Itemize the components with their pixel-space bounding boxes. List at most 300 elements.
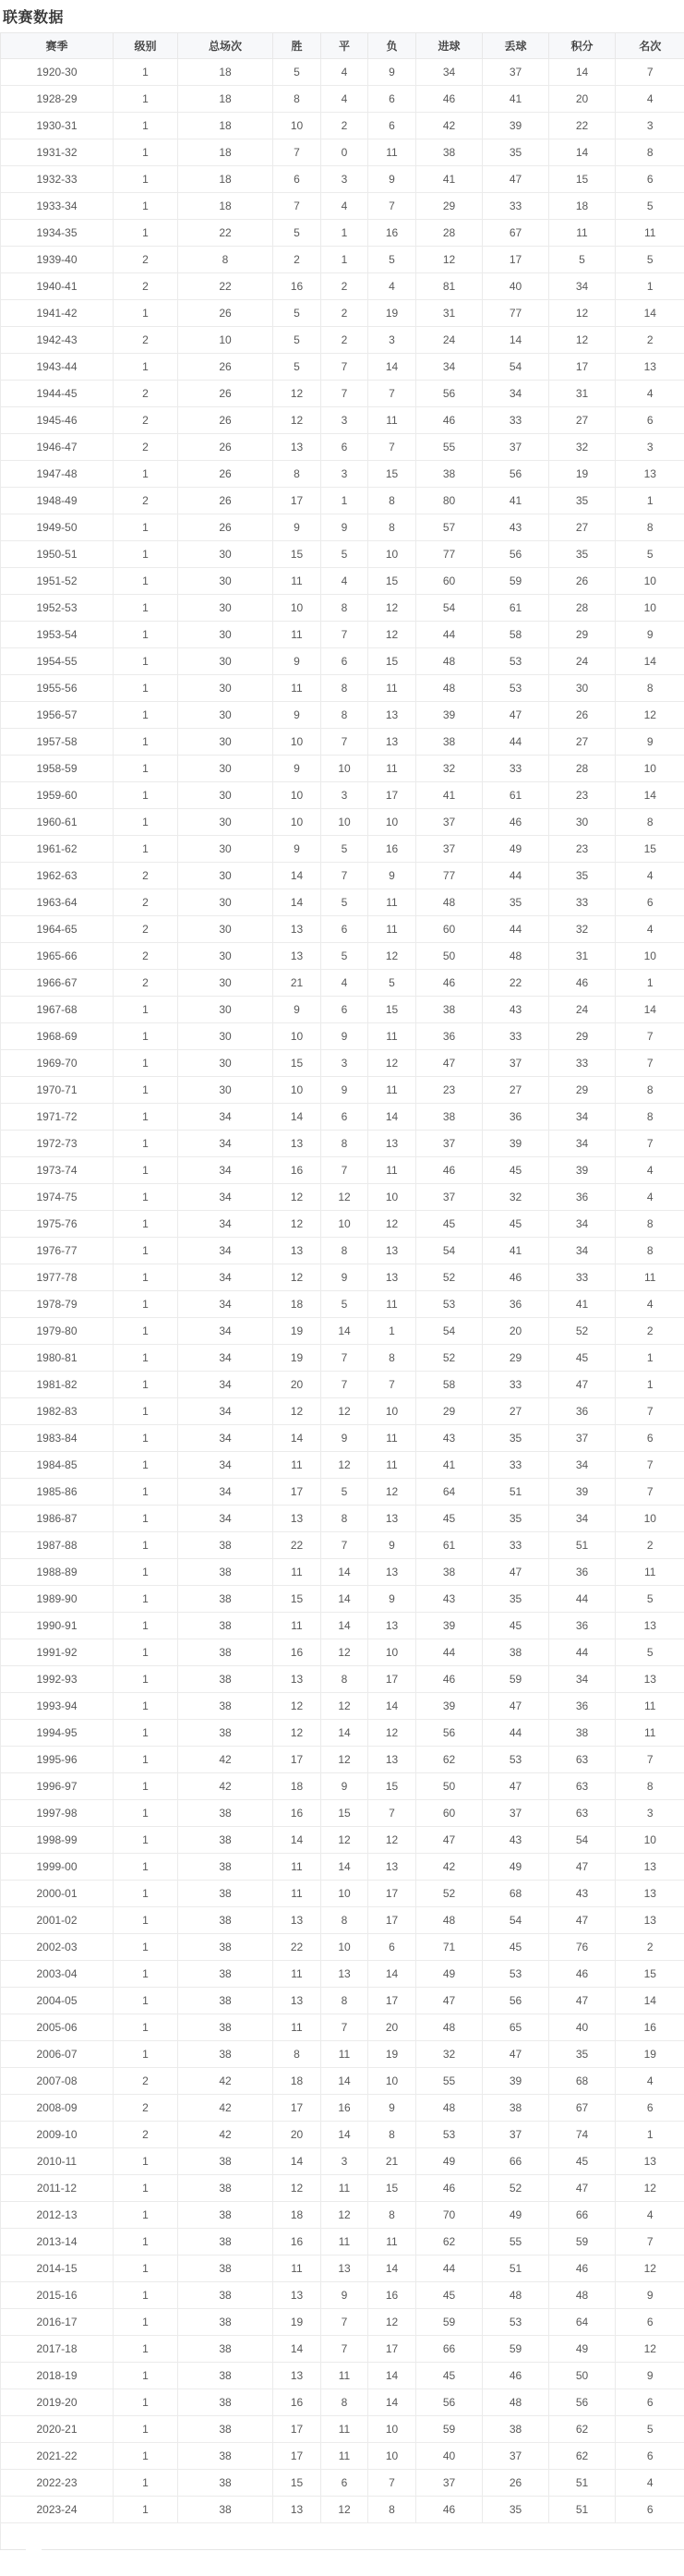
cell-level: 1 [114, 1157, 178, 1184]
cell-goals-for: 48 [416, 648, 483, 675]
cell-draws: 11 [321, 2443, 368, 2470]
table-row [1, 2309, 684, 2336]
cell-played: 38 [178, 1854, 273, 1881]
cell-season: 1978-79 [1, 1291, 114, 1318]
cell-rank: 6 [616, 2309, 684, 2336]
cell-wins: 13 [273, 2363, 321, 2389]
cell-level: 1 [114, 1506, 178, 1532]
cell-played: 34 [178, 1506, 273, 1532]
table-row [1, 434, 684, 461]
cell-level: 1 [114, 139, 178, 166]
cell-draws: 14 [321, 2068, 368, 2095]
cell-points: 29 [549, 1023, 616, 1050]
cell-season: 1939-40 [1, 247, 114, 273]
cell-played: 30 [178, 541, 273, 568]
cell-losses: 11 [368, 756, 416, 782]
cell-rank: 11 [616, 1693, 684, 1720]
cell-goals-for: 38 [416, 139, 483, 166]
cell-points: 29 [549, 1077, 616, 1104]
cell-wins: 11 [273, 1854, 321, 1881]
cell-points: 31 [549, 381, 616, 407]
cell-goals-for: 42 [416, 1854, 483, 1881]
cell-goals-against: 45 [483, 1613, 549, 1639]
cell-rank: 10 [616, 1506, 684, 1532]
cell-goals-against: 53 [483, 675, 549, 702]
cell-goals-for: 37 [416, 2470, 483, 2497]
cell-level: 1 [114, 1693, 178, 1720]
cell-goals-against: 51 [483, 1479, 549, 1506]
cell-goals-for: 39 [416, 1613, 483, 1639]
cell-goals-against: 33 [483, 756, 549, 782]
cell-played: 38 [178, 2256, 273, 2282]
cell-played: 34 [178, 1211, 273, 1238]
cell-level: 1 [114, 166, 178, 193]
cell-season: 1957-58 [1, 729, 114, 756]
cell-wins: 11 [273, 1452, 321, 1479]
cell-wins: 14 [273, 1827, 321, 1854]
cell-goals-for: 29 [416, 193, 483, 220]
cell-goals-for: 62 [416, 1747, 483, 1773]
cell-goals-for: 41 [416, 1452, 483, 1479]
cell-season: 2021-22 [1, 2443, 114, 2470]
cell-played: 38 [178, 2202, 273, 2229]
cell-losses: 6 [368, 86, 416, 113]
cell-rank: 4 [616, 2470, 684, 2497]
cell-played: 30 [178, 782, 273, 809]
table-row [1, 86, 684, 113]
cell-wins: 11 [273, 568, 321, 595]
cell-played: 38 [178, 2014, 273, 2041]
cell-draws: 10 [321, 756, 368, 782]
cell-points: 39 [549, 1157, 616, 1184]
cell-level: 1 [114, 1318, 178, 1345]
cell-draws: 6 [321, 916, 368, 943]
cell-rank: 8 [616, 1104, 684, 1131]
cell-season: 2018-19 [1, 2363, 114, 2389]
cell-wins: 7 [273, 139, 321, 166]
cell-played: 22 [178, 273, 273, 300]
cell-points: 44 [549, 1586, 616, 1613]
cell-rank: 12 [616, 2256, 684, 2282]
table-row [1, 1800, 684, 1827]
cell-goals-for: 42 [416, 113, 483, 139]
cell-played: 42 [178, 2095, 273, 2122]
table-row [1, 407, 684, 434]
cell-points: 24 [549, 648, 616, 675]
cell-losses: 15 [368, 2175, 416, 2202]
cell-points: 44 [549, 1639, 616, 1666]
cell-goals-against: 58 [483, 622, 549, 648]
table-row [1, 1934, 684, 1961]
cell-played: 26 [178, 461, 273, 488]
cell-season: 1968-69 [1, 1023, 114, 1050]
cell-points: 51 [549, 2470, 616, 2497]
cell-goals-against: 35 [483, 139, 549, 166]
table-row [1, 622, 684, 648]
cell-losses: 10 [368, 2443, 416, 2470]
table-row [1, 1291, 684, 1318]
cell-played: 38 [178, 1961, 273, 1988]
cell-goals-for: 53 [416, 1291, 483, 1318]
cell-points: 36 [549, 1184, 616, 1211]
cell-played: 30 [178, 648, 273, 675]
cell-season: 1952-53 [1, 595, 114, 622]
cell-rank: 11 [616, 1559, 684, 1586]
cell-season: 2011-12 [1, 2175, 114, 2202]
cell-played: 38 [178, 1907, 273, 1934]
cell-draws: 1 [321, 220, 368, 247]
cell-goals-for: 54 [416, 1238, 483, 1264]
cell-season: 2015-16 [1, 2282, 114, 2309]
cell-played: 18 [178, 166, 273, 193]
cell-goals-for: 28 [416, 220, 483, 247]
cell-goals-against: 40 [483, 273, 549, 300]
cell-draws: 12 [321, 1827, 368, 1854]
cell-wins: 11 [273, 1559, 321, 1586]
cell-losses: 13 [368, 1559, 416, 1586]
cell-season: 2019-20 [1, 2389, 114, 2416]
cell-losses: 8 [368, 488, 416, 514]
cell-season: 1942-43 [1, 327, 114, 354]
table-row [1, 1532, 684, 1559]
cell-played: 26 [178, 488, 273, 514]
cell-season: 2002-03 [1, 1934, 114, 1961]
cell-losses: 8 [368, 2202, 416, 2229]
cell-wins: 18 [273, 2202, 321, 2229]
cell-wins: 14 [273, 863, 321, 889]
cell-draws: 4 [321, 568, 368, 595]
cell-level: 1 [114, 809, 178, 836]
cell-points: 45 [549, 1345, 616, 1372]
cell-rank: 19 [616, 2041, 684, 2068]
cell-goals-for: 46 [416, 407, 483, 434]
cell-points: 34 [549, 1452, 616, 1479]
cell-losses: 17 [368, 1666, 416, 1693]
cell-rank: 5 [616, 193, 684, 220]
cell-wins: 12 [273, 407, 321, 434]
cell-season: 1947-48 [1, 461, 114, 488]
table-row [1, 997, 684, 1023]
table-row [1, 756, 684, 782]
cell-draws: 1 [321, 488, 368, 514]
cell-rank: 5 [616, 1639, 684, 1666]
cell-rank: 9 [616, 2282, 684, 2309]
cell-level: 1 [114, 1184, 178, 1211]
cell-points: 23 [549, 782, 616, 809]
cell-goals-against: 27 [483, 1398, 549, 1425]
cell-season: 2000-01 [1, 1881, 114, 1907]
cell-goals-for: 37 [416, 1184, 483, 1211]
cell-rank: 4 [616, 863, 684, 889]
cell-played: 34 [178, 1425, 273, 1452]
cell-losses: 13 [368, 1238, 416, 1264]
cell-goals-for: 38 [416, 997, 483, 1023]
cell-rank: 1 [616, 488, 684, 514]
cell-level: 2 [114, 247, 178, 273]
cell-goals-against: 65 [483, 2014, 549, 2041]
cell-goals-for: 45 [416, 2363, 483, 2389]
cell-played: 38 [178, 1934, 273, 1961]
cell-losses: 13 [368, 1613, 416, 1639]
cell-level: 2 [114, 2095, 178, 2122]
cell-rank: 13 [616, 461, 684, 488]
cell-points: 27 [549, 729, 616, 756]
cell-goals-against: 54 [483, 1907, 549, 1934]
cell-points: 68 [549, 2068, 616, 2095]
cell-draws: 7 [321, 622, 368, 648]
cell-played: 42 [178, 2068, 273, 2095]
cell-level: 1 [114, 1988, 178, 2014]
cell-goals-for: 43 [416, 1425, 483, 1452]
cell-wins: 11 [273, 2014, 321, 2041]
cell-wins: 10 [273, 1023, 321, 1050]
cell-goals-against: 39 [483, 2068, 549, 2095]
cell-wins: 16 [273, 1800, 321, 1827]
cell-losses: 13 [368, 1506, 416, 1532]
cell-rank: 8 [616, 809, 684, 836]
cell-rank: 13 [616, 354, 684, 381]
cell-season: 1932-33 [1, 166, 114, 193]
cell-wins: 12 [273, 1693, 321, 1720]
cell-goals-for: 57 [416, 514, 483, 541]
cell-season: 2012-13 [1, 2202, 114, 2229]
cell-points: 34 [549, 1131, 616, 1157]
table-row [1, 836, 684, 863]
cell-goals-for: 40 [416, 2443, 483, 2470]
cell-level: 1 [114, 2363, 178, 2389]
cell-points: 63 [549, 1747, 616, 1773]
cell-points: 33 [549, 1264, 616, 1291]
cell-goals-against: 48 [483, 2282, 549, 2309]
table-row [1, 970, 684, 997]
table-row [1, 1988, 684, 2014]
col-header-season: 赛季 [1, 33, 114, 59]
table-row [1, 2256, 684, 2282]
cell-draws: 7 [321, 1345, 368, 1372]
cell-losses: 4 [368, 273, 416, 300]
cell-wins: 10 [273, 1077, 321, 1104]
cell-rank: 1 [616, 970, 684, 997]
cell-level: 1 [114, 1907, 178, 1934]
cell-wins: 15 [273, 1050, 321, 1077]
cell-points: 26 [549, 702, 616, 729]
cell-wins: 15 [273, 541, 321, 568]
cell-goals-for: 70 [416, 2202, 483, 2229]
cell-season: 1945-46 [1, 407, 114, 434]
cell-season: 1953-54 [1, 622, 114, 648]
cell-played: 30 [178, 809, 273, 836]
cell-draws: 9 [321, 2282, 368, 2309]
table-row [1, 2470, 684, 2497]
cell-level: 1 [114, 300, 178, 327]
cell-draws: 14 [321, 1586, 368, 1613]
cell-rank: 14 [616, 1988, 684, 2014]
cell-season: 1950-51 [1, 541, 114, 568]
cell-season: 1976-77 [1, 1238, 114, 1264]
cell-losses: 11 [368, 139, 416, 166]
cell-rank: 11 [616, 1720, 684, 1747]
cell-draws: 12 [321, 1184, 368, 1211]
cell-points: 36 [549, 1613, 616, 1639]
cell-points: 28 [549, 756, 616, 782]
cell-losses: 11 [368, 675, 416, 702]
cell-points: 34 [549, 1211, 616, 1238]
table-row [1, 1184, 684, 1211]
cell-goals-against: 35 [483, 1425, 549, 1452]
cell-losses: 15 [368, 461, 416, 488]
cell-rank: 4 [616, 2202, 684, 2229]
cell-wins: 22 [273, 1934, 321, 1961]
cell-season: 2007-08 [1, 2068, 114, 2095]
cell-draws: 8 [321, 702, 368, 729]
cell-season: 1920-30 [1, 59, 114, 86]
cell-goals-for: 56 [416, 381, 483, 407]
cell-season: 2003-04 [1, 1961, 114, 1988]
cell-draws: 7 [321, 354, 368, 381]
cell-draws: 7 [321, 729, 368, 756]
cell-goals-for: 37 [416, 836, 483, 863]
cell-played: 18 [178, 59, 273, 86]
cell-rank: 6 [616, 2095, 684, 2122]
cell-goals-for: 81 [416, 273, 483, 300]
cell-points: 33 [549, 889, 616, 916]
cell-losses: 10 [368, 2416, 416, 2443]
cell-losses: 15 [368, 648, 416, 675]
cell-goals-against: 44 [483, 916, 549, 943]
cell-points: 14 [549, 139, 616, 166]
cell-level: 1 [114, 113, 178, 139]
cell-points: 62 [549, 2416, 616, 2443]
cell-goals-against: 26 [483, 2470, 549, 2497]
cell-losses: 13 [368, 1854, 416, 1881]
cell-points: 32 [549, 434, 616, 461]
cell-season: 1956-57 [1, 702, 114, 729]
cell-losses: 7 [368, 1800, 416, 1827]
cell-points: 35 [549, 2041, 616, 2068]
cell-draws: 5 [321, 541, 368, 568]
cell-season: 1982-83 [1, 1398, 114, 1425]
cell-draws: 9 [321, 1264, 368, 1291]
cell-points: 37 [549, 1425, 616, 1452]
cell-wins: 9 [273, 514, 321, 541]
cell-played: 26 [178, 407, 273, 434]
cell-goals-against: 33 [483, 193, 549, 220]
table-row [1, 2363, 684, 2389]
cell-level: 1 [114, 595, 178, 622]
cell-goals-against: 14 [483, 327, 549, 354]
cell-wins: 14 [273, 2336, 321, 2363]
cell-goals-against: 35 [483, 2497, 549, 2523]
cell-wins: 14 [273, 1104, 321, 1131]
cell-played: 18 [178, 86, 273, 113]
cell-goals-against: 47 [483, 1559, 549, 1586]
cell-season: 2006-07 [1, 2041, 114, 2068]
cell-wins: 11 [273, 1961, 321, 1988]
cell-goals-against: 37 [483, 2122, 549, 2148]
cell-rank: 14 [616, 997, 684, 1023]
cell-goals-for: 49 [416, 1961, 483, 1988]
cell-losses: 5 [368, 247, 416, 273]
cell-season: 1964-65 [1, 916, 114, 943]
cell-rank: 5 [616, 2416, 684, 2443]
cell-played: 30 [178, 997, 273, 1023]
cell-goals-against: 39 [483, 113, 549, 139]
cell-goals-against: 33 [483, 407, 549, 434]
cell-points: 67 [549, 2095, 616, 2122]
table-row [1, 113, 684, 139]
cell-points: 59 [549, 2229, 616, 2256]
table-row [1, 1023, 684, 1050]
league-table-body [1, 59, 684, 2523]
cell-goals-for: 46 [416, 970, 483, 997]
cell-rank: 5 [616, 247, 684, 273]
cell-rank: 5 [616, 1586, 684, 1613]
cell-level: 2 [114, 327, 178, 354]
cell-goals-against: 41 [483, 1238, 549, 1264]
cell-points: 5 [549, 247, 616, 273]
cell-rank: 12 [616, 2336, 684, 2363]
cell-season: 2014-15 [1, 2256, 114, 2282]
cell-goals-for: 77 [416, 863, 483, 889]
cell-rank: 4 [616, 381, 684, 407]
table-row [1, 595, 684, 622]
cell-wins: 9 [273, 648, 321, 675]
cell-goals-for: 44 [416, 1639, 483, 1666]
cell-level: 1 [114, 1104, 178, 1131]
cell-losses: 12 [368, 2309, 416, 2336]
cell-wins: 13 [273, 1131, 321, 1157]
cell-played: 18 [178, 193, 273, 220]
table-row [1, 1666, 684, 1693]
cell-level: 1 [114, 1345, 178, 1372]
cell-season: 1928-29 [1, 86, 114, 113]
cell-season: 1948-49 [1, 488, 114, 514]
cell-level: 2 [114, 970, 178, 997]
table-row [1, 675, 684, 702]
cell-goals-for: 31 [416, 300, 483, 327]
cell-season: 1994-95 [1, 1720, 114, 1747]
cell-losses: 12 [368, 1720, 416, 1747]
table-row [1, 1318, 684, 1345]
table-row [1, 1131, 684, 1157]
cell-rank: 14 [616, 782, 684, 809]
table-row [1, 541, 684, 568]
cell-season: 1944-45 [1, 381, 114, 407]
cell-losses: 13 [368, 702, 416, 729]
table-row [1, 354, 684, 381]
cell-losses: 10 [368, 2068, 416, 2095]
col-header-level: 级别 [114, 33, 178, 59]
col-header-rank: 名次 [616, 33, 684, 59]
cell-losses: 10 [368, 1398, 416, 1425]
cell-rank: 6 [616, 2443, 684, 2470]
cell-level: 1 [114, 541, 178, 568]
cell-season: 1970-71 [1, 1077, 114, 1104]
cell-rank: 6 [616, 889, 684, 916]
cell-wins: 13 [273, 1506, 321, 1532]
cell-draws: 6 [321, 997, 368, 1023]
cell-points: 27 [549, 514, 616, 541]
cell-level: 1 [114, 1934, 178, 1961]
cell-goals-against: 43 [483, 997, 549, 1023]
cell-wins: 11 [273, 1881, 321, 1907]
cell-rank: 12 [616, 702, 684, 729]
cell-season: 1996-97 [1, 1773, 114, 1800]
cell-rank: 4 [616, 2068, 684, 2095]
cell-losses: 11 [368, 1452, 416, 1479]
cell-losses: 11 [368, 407, 416, 434]
cell-season: 2022-23 [1, 2470, 114, 2497]
